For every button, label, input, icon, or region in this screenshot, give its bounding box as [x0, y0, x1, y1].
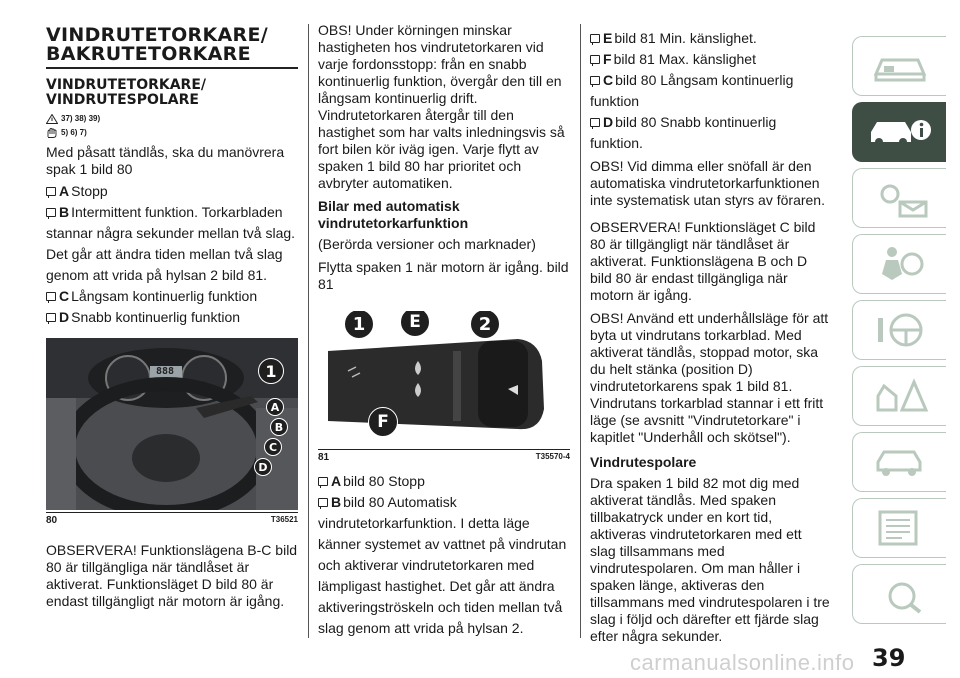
- section-title-line-2: BAKRUTETORKARE: [46, 43, 251, 65]
- technical-data-icon: [870, 508, 930, 548]
- intro-text: Med påsatt tändlås, ska du manövrera spak 1 bild 80: [46, 144, 285, 177]
- column-2: [318, 22, 570, 639]
- instrument-display-text: 888: [156, 366, 175, 377]
- tab-maintenance[interactable]: [852, 432, 946, 492]
- list-item: E bild 81 Min. känslighet.: [590, 28, 830, 49]
- item-continuation: funktion.: [590, 135, 643, 151]
- airbag-icon: [870, 244, 930, 284]
- tab-starting-driving[interactable]: [852, 300, 946, 360]
- callout-marker-a: A: [266, 398, 284, 416]
- list-item: C bild 80 Långsam kontinuerlig: [590, 70, 830, 91]
- warning-refs-1: [46, 114, 298, 124]
- lamp-icon: [46, 208, 56, 217]
- caution-hand-icon: [46, 128, 58, 138]
- caution-refs-text: 5) 6) 7): [61, 128, 87, 137]
- steering-wheel-icon: [870, 310, 930, 350]
- warning-refs-text: 37) 38) 39): [61, 114, 101, 123]
- versions-note: (Berörda versioner och marknader): [318, 236, 536, 252]
- tab-warning-lights[interactable]: [852, 168, 946, 228]
- section-title: [46, 26, 298, 64]
- title-rule: [46, 67, 298, 69]
- lamp-icon: [46, 187, 56, 196]
- warning-light-icon: [870, 178, 930, 218]
- lamp-icon: [590, 76, 600, 85]
- figure-number: 80: [46, 515, 58, 526]
- watermark-text: carmanualsonline.info: [630, 650, 855, 675]
- callout-marker-e: E: [400, 311, 430, 337]
- tab-dashboard[interactable]: [852, 36, 946, 96]
- item-continuation: stannar några sekunder mellan två slag. Det går att ändra tiden mellan två slag genom att vrida på hylsan 2 bild 81.: [46, 225, 296, 283]
- item-continuation: funktion: [590, 93, 640, 109]
- list-item: A bild 80 Stopp: [318, 471, 570, 492]
- tab-safety[interactable]: [852, 234, 946, 294]
- tab-emergency[interactable]: [852, 366, 946, 426]
- figure-81-caption: [318, 449, 570, 463]
- instruction-text: Flytta spaken 1 när motorn är igång. bild 81: [318, 259, 569, 292]
- lamp-icon: [590, 118, 600, 127]
- page-number: 39: [872, 644, 906, 672]
- item-continuation: vindrutetorkarfunktion. I detta läge känner systemet av vattnet på vindrutan och aktiverar vindrutetorkaren med lämpligast hastighet. Det går att ändra aktiveringströskeln och tiden mellan två slag genom att vrida på hylsan 2.: [318, 515, 567, 636]
- column-3: [590, 28, 830, 648]
- callout-marker-1: 1: [258, 358, 284, 384]
- roadside-warning-icon: [870, 376, 930, 416]
- index-icon: [870, 574, 930, 614]
- section-title-line-1: VINDRUTETORKARE/: [46, 24, 268, 46]
- lamp-icon: [590, 55, 600, 64]
- washer-text: Dra spaken 1 bild 82 mot dig med aktiverat tändlås. Med spaken tillbakatryck under en kort tid, aktiveras vindrutetorkaren med ett slag tillsammans med vindrutespolaren. Om man håller i spaken länge, aktiveras den tillsammans med vindrutespolaren i tre slag i följd och därefter ett fjärde slag efter några sekunder.: [590, 475, 830, 644]
- column-divider: [308, 24, 309, 638]
- list-item: F bild 81 Max. känslighet: [590, 49, 830, 70]
- tab-index[interactable]: [852, 564, 946, 624]
- callout-marker-c: C: [264, 438, 282, 456]
- list-item: D Snabb kontinuerlig funktion: [46, 307, 298, 328]
- tab-technical-data[interactable]: [852, 498, 946, 558]
- lamp-icon: [318, 498, 328, 507]
- obs-text: OBS! Under körningen minskar hastigheten hos vindrutetorkaren vid varje fordonsstopp: från en snabb kontinuerlig funktion, övergår den till en långsam kontinuerlig drift. Vindrutetorkaren återgår till den hastighet som har valts inledningsvis så fort bilen kör iväg igen. Varje flytt av spaken 1 bild 80 har prioritet och avbryter automatiken.: [318, 22, 565, 191]
- figure-id: T36521: [270, 515, 298, 524]
- figure-81-stalk-photo: [318, 311, 570, 447]
- lamp-icon: [318, 477, 328, 486]
- lamp-icon: [46, 313, 56, 322]
- callout-marker-2: 2: [470, 311, 500, 339]
- obs-text: OBS! Vid dimma eller snöfall är den automatiska vindrutetorkarfunktionen inte systematisk utan styrs av föraren.: [590, 158, 825, 208]
- subsection-title-line-2: VINDRUTESPOLARE: [46, 92, 199, 108]
- subsection-heading: Bilar med automatisk vindrutetorkarfunktion: [318, 198, 469, 231]
- lamp-icon: [46, 292, 56, 301]
- subsection-heading: Vindrutespolare: [590, 454, 697, 470]
- caution-refs: [46, 128, 298, 138]
- callout-marker-d: D: [254, 458, 272, 476]
- list-item: B bild 80 Automatisk: [318, 492, 570, 513]
- list-item: D bild 80 Snabb kontinuerlig: [590, 112, 830, 133]
- car-info-icon: [865, 112, 935, 152]
- subsection-title: [46, 78, 298, 108]
- column-divider: [580, 24, 581, 638]
- warning-triangle-icon: [46, 114, 58, 124]
- tab-car-info[interactable]: [852, 102, 946, 162]
- observera-text: OBSERVERA! Funktionsläget C bild 80 är tillgängligt när tändlåset är aktiverat. Funktionslägena B och D bild 80 är endast tillgängliga när motorn är igång.: [590, 219, 816, 303]
- car-service-icon: [870, 442, 930, 482]
- list-item: C Långsam kontinuerlig funktion: [46, 286, 298, 307]
- callout-marker-b: B: [270, 418, 288, 436]
- list-item: B Intermittent funktion. Torkarbladen: [46, 202, 298, 223]
- chapter-tabs: [852, 36, 960, 630]
- column-1: [46, 26, 298, 613]
- note-text: OBSERVERA! Funktionslägena B-C bild 80 är tillgängliga när tändlåset är aktiverat. Funktionsläget D bild 80 är endast tillgängligt när motorn är igång.: [46, 542, 298, 609]
- car-dashboard-icon: [870, 48, 930, 84]
- list-item: A Stopp: [46, 181, 298, 202]
- callout-marker-f: F: [368, 407, 398, 437]
- figure-80-caption: [46, 512, 298, 526]
- callout-marker-1: 1: [344, 311, 374, 339]
- lamp-icon: [590, 34, 600, 43]
- figure-id: T35570-4: [535, 452, 570, 461]
- figure-80-dashboard-photo: [46, 338, 298, 510]
- subsection-title-line-1: VINDRUTETORKARE/: [46, 77, 207, 93]
- obs-maintenance-text: OBS! Använd ett underhållsläge för att byta ut vindrutans torkarblad. Med aktiverat tändlås, stoppad motor, ska du helt stänka (position D) vindrutetorkarens spak 1 bild 81. Vindrutans torkarblad stannar i ett fritt läge (se avsnitt "Vindrutetorkare" i kapitlet "Underhåll och skötsel").: [590, 310, 829, 445]
- figure-number: 81: [318, 452, 330, 463]
